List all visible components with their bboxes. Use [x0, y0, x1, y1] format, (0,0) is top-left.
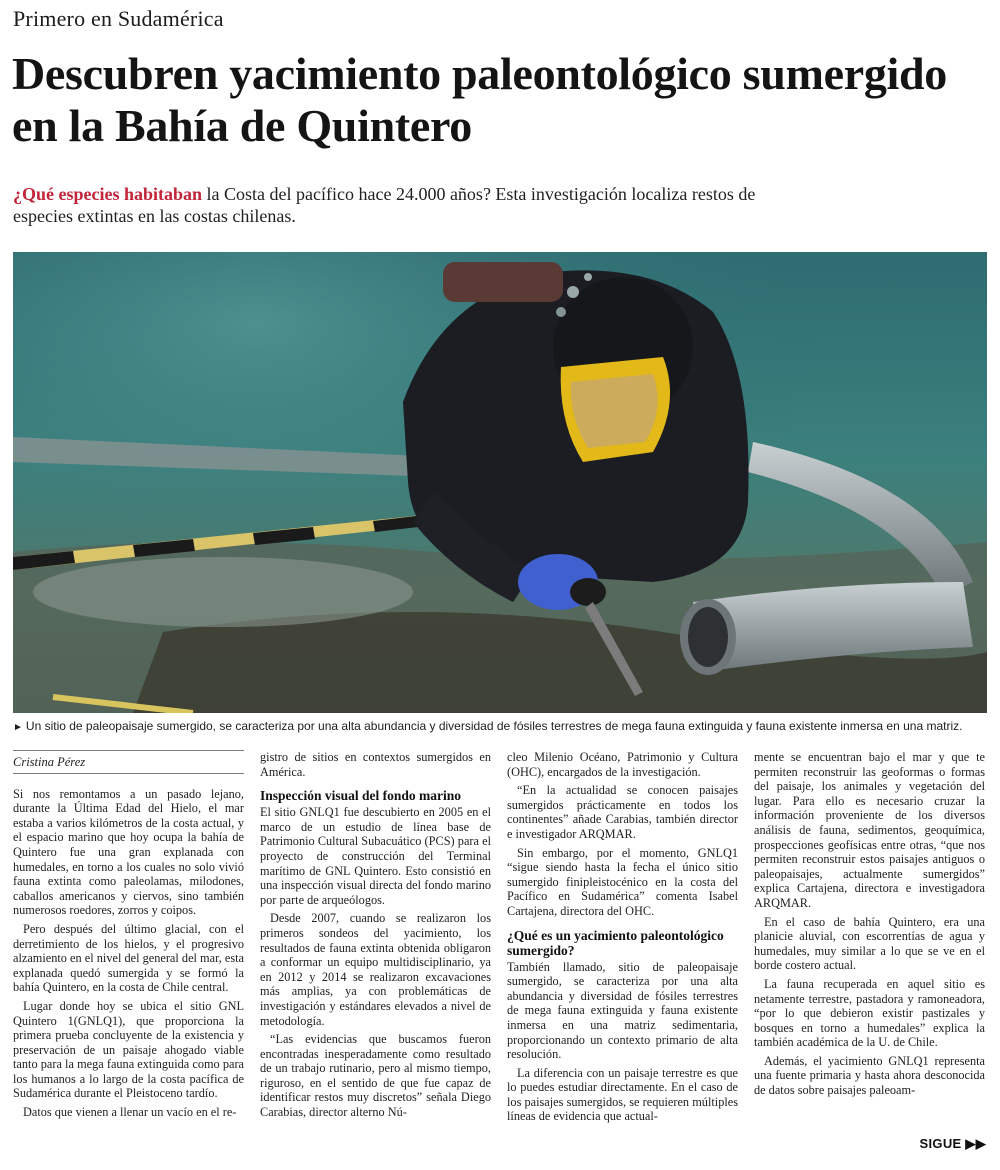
paragraph: Sin embargo, por el momento, GNLQ1 “sigue siendo hasta la fecha el único sitio sumergido finipleistocénico en la costa del Pacífico en Sudamérica” comenta Isabel Cartajena, directora del OHC.: [507, 845, 738, 918]
paragraph: Datos que vienen a llenar un vacío en el re-: [23, 1105, 237, 1120]
headline: Descubren yacimiento paleontológico sumergido en la Bahía de Quintero: [12, 48, 947, 151]
paragraph: Si nos remontamos a un pasado lejano, durante la Última Edad del Hielo, el mar estaba a varios kilómetros de la costa actual, y el espacio marino que hoy ocupa la bahía de Quintero fue una gran explanada con humedales, en torno a los cuales no solo vivió fauna extinta como paleolamas, milodones, caballos americanos y ciervos, sino también numerosos roedores, zorros y coipos.: [13, 786, 244, 918]
author-byline: Cristina Pérez: [13, 755, 244, 774]
paragraph: “Las evidencias que buscamos fueron encontradas inesperadamente como resultado de un trabajo rutinario, pero al mismo tiempo, riguroso, en el sentido de que fue capaz de identificar restos muy discretos” señala Diego Carabias, director alterno Nú-: [260, 1032, 491, 1120]
paragraph: En el caso de bahía Quintero, era una planicie aluvial, con escorrentías de agua y humedales, muy similar a lo que se ve en el borde costero actual.: [754, 914, 985, 973]
column-4: [754, 750, 985, 1145]
subheading: ¿Qué es un yacimiento paleontológico sumergido?: [507, 927, 724, 958]
paragraph: La diferencia con un paisaje terrestre es que lo puedes estudiar directamente. En el caso de los paisajes sumergidos, se requieren múltiples líneas de evidencia que actual-: [507, 1065, 738, 1124]
paragraph: La fauna recuperada en aquel sitio es netamente terrestre, pastadora y ramoneadora, “por lo que debieron existir pastizales y bosques en torno a humedales” explica la también académica de la U. de Chile.: [754, 976, 985, 1050]
diver-photo: [13, 252, 987, 713]
column-2: [260, 750, 491, 1145]
kicker: Primero en Sudamérica: [13, 6, 224, 31]
paragraph: Además, el yacimiento GNLQ1 representa una fuente primaria y hasta ahora desconocida de datos sobre paisajes paleoam-: [754, 1053, 985, 1098]
paragraph: mente se encuentran bajo el mar y que te permiten reconstruir las geoformas o formas del paisaje, los animales y vegetación del lugar. Para ello es necesario cruzar la información proveniente de los diversos análisis de fauna, sedimentos, geoquímica, prospecciones geofísicas entre otras, “que nos permiten reconstruir estos paisajes antiguos o paleopaisajes, actualmente sumergidos” explica Cartajena, directora e investigadora ARQMAR.: [754, 750, 985, 910]
column-3: [507, 750, 738, 1145]
paragraph: Lugar donde hoy se ubica el sitio GNL Quintero 1(GNLQ1), que proporciona la primera prueba concluyente de la existencia y preservación de un paisaje ahogado viable tanto para la mega fauna extinguida como para los humanos a lo largo de la costa pacífica de Sudamérica durante el Pleistoceno tardío.: [13, 998, 244, 1101]
caption-marker-icon: ►: [13, 722, 23, 733]
paragraph: Desde 2007, cuando se realizaron los primeros sondeos del yacimiento, los resultados de fauna extinta obtenida obligaron a conformar un equipo multidisciplinario, ya en 2012 y 2014 se realizaron excavaciones más amplias, ya con problemáticas de investigación y estándares elevados a nivel de metodología.: [260, 911, 491, 1028]
byline-rule: [13, 750, 244, 751]
deck-highlight: ¿Qué especies habitaban: [13, 184, 203, 204]
paragraph: Pero después del último glacial, con el derretimiento de los hielos, y el progresivo alzamiento en el nivel del general del mar, esta explanada quedó sumergida y se formó la bahía Quintero, en la costa de Chile central.: [13, 921, 244, 995]
paragraph: gistro de sitios en contextos sumergidos en América.: [260, 750, 491, 779]
continue-marker: SIGUE ▶▶: [919, 1136, 986, 1151]
paragraph: El sitio GNLQ1 fue descubierto en 2005 en el marco de un estudio de línea base de Patrimonio Cultural Subacuático (PCS) para el proyecto de construcción del Terminal marítimo de GNL Quintero. Esto consistió en una inspección visual directa del fondo marino por parte de arqueólogos.: [260, 805, 491, 907]
photo-caption: [13, 719, 987, 733]
paragraph: “En la actualidad se conocen paisajes sumergidos prácticamente en todos los continentes” añade Carabias, también director e investigador ARQMAR.: [507, 783, 738, 841]
column-1: [13, 750, 244, 1145]
paragraph: cleo Milenio Océano, Patrimonio y Cultura (OHC), encargados de la investigación.: [507, 750, 738, 779]
paragraph: También llamado, sitio de paleopaisaje sumergido, se caracteriza por una alta abundancia y diversidad de fósiles terrestres de mega fauna extinguida y fauna existente inmersa en una matriz sedimentaria, proporcionando un contexto primario de alta resolución.: [507, 959, 738, 1062]
subheading: Inspección visual del fondo marino: [260, 788, 462, 804]
caption-text: Un sitio de paleopaisaje sumergido, se caracteriza por una alta abundancia y diversidad de fósiles terrestres de mega fauna extinguida y fauna existente inmersa en una matriz.: [25, 719, 963, 733]
deck-text: la Costa del pacífico hace 24.000 años? Esta investigación localiza restos de especies extintas en las costas chilenas.: [13, 184, 756, 226]
underwater-scene: [13, 252, 987, 713]
article-body: [13, 750, 987, 1145]
deck: [13, 184, 793, 227]
